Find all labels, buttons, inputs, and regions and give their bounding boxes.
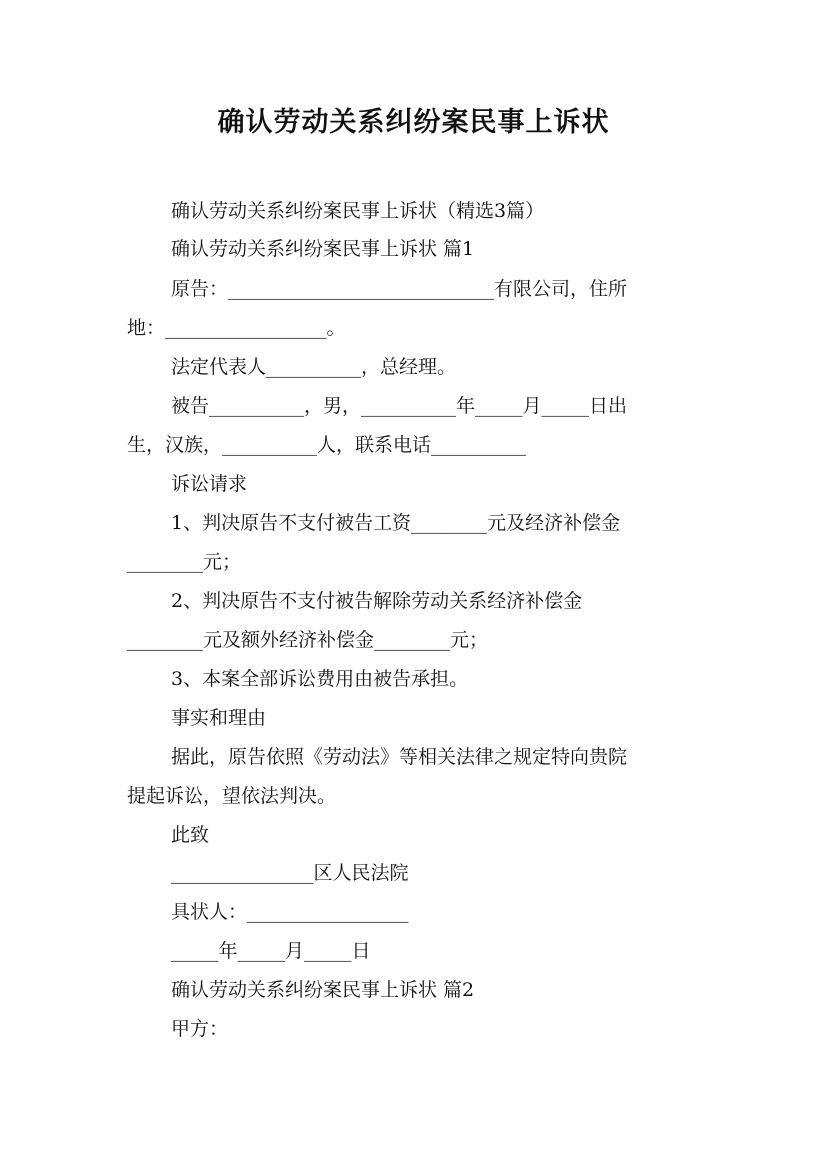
document-line: ________元； <box>127 551 242 573</box>
document-line: 原告：____________________________有限公司，住所 <box>171 278 628 300</box>
document-line: 此致 <box>171 824 210 846</box>
document-line: ________元及额外经济补偿金________元； <box>127 629 489 651</box>
document-line: 生，汉族，__________人，联系电话__________ <box>127 434 527 456</box>
document-line: 事实和理由 <box>171 707 267 729</box>
document-line: 地：_________________。 <box>127 317 346 339</box>
document-line: 甲方： <box>171 1018 229 1040</box>
document-line: 2、判决原告不支付被告解除劳动关系经济补偿金 <box>171 590 583 612</box>
document-line: 1、判决原告不支付被告工资________元及经济补偿金 <box>171 512 621 534</box>
document-line: _______________区人民法院 <box>171 862 409 884</box>
document-line: 确认劳动关系纠纷案民事上诉状（精选3篇） <box>171 200 545 222</box>
document-line: _____年_____月_____日 <box>171 940 371 962</box>
document-title: 确认劳动关系纠纷案民事上诉状 <box>217 107 610 138</box>
document-line: 确认劳动关系纠纷案民事上诉状 篇1 <box>171 238 475 260</box>
document-line: 诉讼请求 <box>171 473 248 495</box>
document-line: 据此，原告依照《劳动法》等相关法律之规定特向贵院 <box>171 746 628 768</box>
document-line: 法定代表人__________，总经理。 <box>171 356 457 378</box>
document-line: 被告__________，男，__________年_____月_____日出 <box>171 395 628 417</box>
document-line: 具状人：_________________ <box>171 901 409 923</box>
document-line: 确认劳动关系纠纷案民事上诉状 篇2 <box>171 979 475 1001</box>
document-line: 提起诉讼，望依法判决。 <box>127 785 337 807</box>
document-line: 3、本案全部诉讼费用由被告承担。 <box>171 668 469 690</box>
